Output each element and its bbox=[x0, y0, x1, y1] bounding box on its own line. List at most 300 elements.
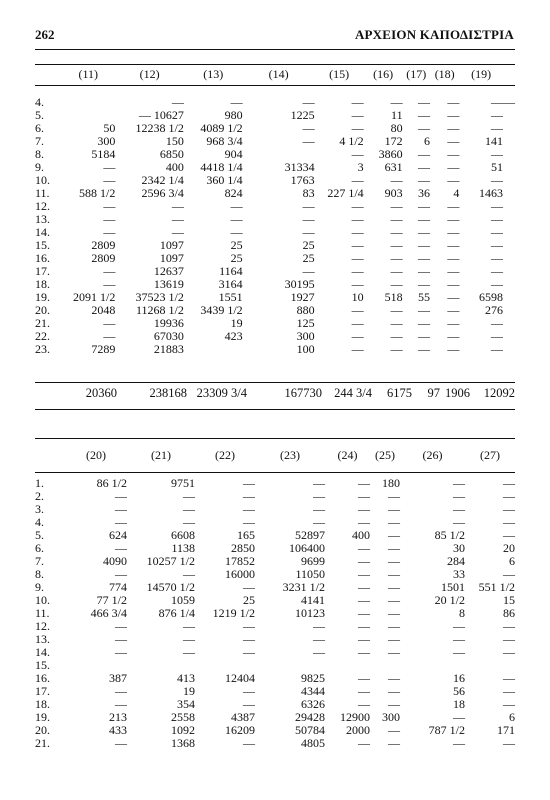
table-cell: — bbox=[302, 95, 315, 109]
table-cell: — bbox=[358, 502, 370, 516]
total-cell: 238168 bbox=[149, 386, 187, 400]
table-cell: — bbox=[388, 606, 400, 620]
total-cell: 20360 bbox=[85, 386, 117, 400]
table-cell: — bbox=[243, 632, 255, 646]
table-cell: — bbox=[388, 580, 400, 594]
table-cell: — bbox=[491, 329, 503, 343]
table-cell: — bbox=[418, 121, 431, 135]
table-cell: — bbox=[243, 502, 255, 516]
table-cell: — bbox=[453, 489, 465, 503]
table-row bbox=[35, 555, 515, 568]
table-cell: — bbox=[390, 264, 403, 278]
table-row bbox=[35, 607, 515, 620]
table-cell: 55 bbox=[418, 290, 431, 304]
table-cell: 16209 bbox=[225, 723, 255, 737]
table-cell: 4805 bbox=[301, 736, 325, 750]
row-label: 12. bbox=[35, 199, 50, 213]
column-header: (14) bbox=[268, 66, 289, 81]
table-cell: 80 bbox=[390, 121, 403, 135]
table-cell: — bbox=[491, 264, 503, 278]
table-cell: — bbox=[447, 173, 460, 187]
table-cell: — bbox=[115, 502, 127, 516]
table-cell: 1551 bbox=[218, 290, 243, 304]
table-cell: 31334 bbox=[284, 160, 315, 174]
table-cell: — bbox=[447, 238, 460, 252]
column-header: (17) bbox=[406, 66, 427, 81]
table-cell: 25 bbox=[230, 251, 243, 265]
table-cell: — bbox=[351, 277, 364, 291]
table-cell: — bbox=[388, 736, 400, 750]
table-cell: 10123 bbox=[295, 606, 325, 620]
table-cell: — bbox=[491, 225, 503, 239]
table-cell: 2558 bbox=[171, 710, 195, 724]
table-cell: — bbox=[390, 303, 403, 317]
table-cell: — bbox=[358, 736, 370, 750]
table-cell: — bbox=[447, 108, 460, 122]
table-cell: 30195 bbox=[284, 277, 315, 291]
table-cell: 4 bbox=[453, 186, 460, 200]
table-cell: — bbox=[243, 476, 255, 490]
table-cell: 25 bbox=[302, 238, 315, 252]
row-label: 3. bbox=[35, 502, 44, 516]
row-label: 5. bbox=[35, 108, 44, 122]
table-cell: 12404 bbox=[225, 671, 255, 685]
row-label: 14. bbox=[35, 225, 50, 239]
row-label: 15. bbox=[35, 658, 50, 672]
table-cell: 5184 bbox=[91, 147, 116, 161]
table-cell: 20 1/2 bbox=[434, 593, 465, 607]
column-header: (15) bbox=[329, 66, 350, 81]
table-cell: — bbox=[115, 619, 127, 633]
row-label: 23. bbox=[35, 342, 50, 356]
row-label: 12. bbox=[35, 619, 50, 633]
table-cell: — bbox=[491, 147, 503, 161]
table-row bbox=[35, 685, 515, 698]
table-cell: — bbox=[418, 264, 431, 278]
table-cell: — bbox=[447, 199, 460, 213]
table-cell: — bbox=[418, 238, 431, 252]
row-label: 11. bbox=[35, 606, 50, 620]
table-cell: — bbox=[243, 489, 255, 503]
table-cell: — bbox=[351, 329, 364, 343]
table-cell: 980 bbox=[224, 108, 243, 122]
table-cell: 25 bbox=[302, 251, 315, 265]
table-cell: — bbox=[390, 251, 403, 265]
table-cell: — bbox=[388, 567, 400, 581]
table-cell: 165 bbox=[237, 528, 255, 542]
table-cell: — bbox=[418, 251, 431, 265]
table-cell: — bbox=[230, 212, 243, 226]
table-cell: 1097 bbox=[159, 238, 184, 252]
table-cell: — bbox=[390, 199, 403, 213]
table-cell: — bbox=[171, 225, 184, 239]
table-cell: 4387 bbox=[231, 710, 255, 724]
column-header: (16) bbox=[373, 66, 394, 81]
table-row bbox=[35, 698, 515, 711]
table-cell: — bbox=[491, 316, 503, 330]
table-cell: 6 bbox=[509, 710, 515, 724]
table-cell: — bbox=[388, 645, 400, 659]
table-cell bbox=[184, 343, 243, 356]
table-cell: 19936 bbox=[153, 316, 184, 330]
table-cell: — bbox=[418, 199, 431, 213]
table-cell: 2596 3/4 bbox=[141, 186, 184, 200]
table-cell: — bbox=[453, 645, 465, 659]
table-cell: — bbox=[503, 736, 515, 750]
table-cell: — bbox=[243, 515, 255, 529]
table-cell: — bbox=[491, 277, 503, 291]
table-cell: 6598 bbox=[479, 290, 503, 304]
table-cell: — bbox=[183, 502, 195, 516]
table-cell: 85 1/2 bbox=[434, 528, 465, 542]
table-cell: 2342 1/4 bbox=[141, 173, 184, 187]
table-cell: — bbox=[358, 567, 370, 581]
totals-rule-top bbox=[35, 382, 515, 383]
row-label: 14. bbox=[35, 645, 50, 659]
page-number: 262 bbox=[35, 27, 55, 42]
table-cell: — bbox=[115, 541, 127, 555]
row-label: 6. bbox=[35, 541, 44, 555]
table-cell: 300 bbox=[382, 710, 400, 724]
table-cell: 1092 bbox=[171, 723, 195, 737]
table-cell: — bbox=[388, 619, 400, 633]
table-cell: 10257 1/2 bbox=[146, 554, 195, 568]
table-cell: — bbox=[447, 147, 460, 161]
table-cell: — bbox=[243, 645, 255, 659]
table-row bbox=[35, 620, 515, 633]
table-cell: — bbox=[447, 134, 460, 148]
table-cell: 29428 bbox=[295, 710, 325, 724]
column-header: (23) bbox=[280, 447, 300, 462]
spacer-row bbox=[35, 463, 515, 477]
row-label: 10. bbox=[35, 593, 50, 607]
row-label: 5. bbox=[35, 528, 44, 542]
table-cell: — bbox=[302, 264, 315, 278]
table-cell: 14570 1/2 bbox=[146, 580, 195, 594]
table-cell: — bbox=[390, 95, 403, 109]
table-cell: — bbox=[230, 225, 243, 239]
table-cell: 37523 1/2 bbox=[135, 290, 184, 304]
table-cell: 86 1/2 bbox=[96, 476, 127, 490]
column-header: (11) bbox=[78, 66, 99, 81]
table-cell: — bbox=[447, 225, 460, 239]
table-cell: — bbox=[447, 160, 460, 174]
table-cell: 8 bbox=[459, 606, 465, 620]
table-cell: 10 bbox=[351, 290, 364, 304]
row-label: 18. bbox=[35, 697, 50, 711]
table-cell: 25 bbox=[243, 593, 255, 607]
table-cell: 6608 bbox=[171, 528, 195, 542]
table-cell: 4 1/2 bbox=[339, 134, 364, 148]
table-cell: 100 bbox=[296, 342, 315, 356]
table-cell: 20 bbox=[503, 541, 515, 555]
row-label: 16. bbox=[35, 251, 50, 265]
table-cell: — bbox=[351, 238, 364, 252]
table-cell: 2809 bbox=[91, 238, 116, 252]
table-cell: 12900 bbox=[340, 710, 370, 724]
table-cell: 876 1/4 bbox=[158, 606, 195, 620]
row-label: 13. bbox=[35, 212, 50, 226]
table-cell: — bbox=[453, 476, 465, 490]
table-cell: — bbox=[358, 697, 370, 711]
row-label: 16. bbox=[35, 671, 50, 685]
table-cell: 25 bbox=[230, 238, 243, 252]
row-label: 17. bbox=[35, 264, 50, 278]
table-cell: — bbox=[358, 515, 370, 529]
table-cell: 19 bbox=[183, 684, 195, 698]
table-cell: 9699 bbox=[301, 554, 325, 568]
table-cell: — bbox=[358, 476, 370, 490]
table-cell: — bbox=[103, 212, 116, 226]
column-header: (18) bbox=[434, 66, 455, 81]
table-cell: — bbox=[243, 736, 255, 750]
table-cell: 12238 1/2 bbox=[135, 121, 184, 135]
table-cell: — bbox=[447, 342, 460, 356]
table-cell: — bbox=[115, 632, 127, 646]
table-cell: 433 bbox=[109, 723, 127, 737]
table-cell: — bbox=[358, 606, 370, 620]
table-cell: — bbox=[453, 619, 465, 633]
table-cell: 2809 bbox=[91, 251, 116, 265]
table-cell: 551 1/2 bbox=[478, 580, 515, 594]
table-cell: 67030 bbox=[153, 329, 184, 343]
table-cell: — bbox=[115, 736, 127, 750]
table-cell: — bbox=[351, 264, 364, 278]
table-cell: — bbox=[358, 684, 370, 698]
table-cell: 400 bbox=[352, 528, 370, 542]
table-cell: 3860 bbox=[378, 147, 403, 161]
table-cell: — bbox=[351, 121, 364, 135]
column-header bbox=[35, 66, 61, 82]
table-cell: 83 bbox=[302, 186, 315, 200]
table-cell: 11268 1/2 bbox=[135, 303, 184, 317]
table-cell: — bbox=[115, 645, 127, 659]
table-cell: — bbox=[447, 95, 460, 109]
table-cell: — bbox=[313, 619, 325, 633]
table-cell: 4090 bbox=[103, 554, 127, 568]
table-row bbox=[35, 96, 515, 109]
row-label: 21. bbox=[35, 736, 50, 750]
table-cell: — bbox=[351, 303, 364, 317]
column-header: (27) bbox=[480, 447, 500, 462]
table-cell: — bbox=[390, 212, 403, 226]
table-cell: — bbox=[453, 736, 465, 750]
table-cell: — bbox=[103, 225, 116, 239]
table-cell: — bbox=[388, 515, 400, 529]
table-cell: — bbox=[171, 212, 184, 226]
row-label: 22. bbox=[35, 329, 50, 343]
table-cell: — bbox=[183, 489, 195, 503]
table-cell: — bbox=[390, 173, 403, 187]
table-cell: — bbox=[491, 95, 503, 109]
table-cell: — bbox=[418, 95, 431, 109]
table-cell: 171 bbox=[497, 723, 515, 737]
row-label: 8. bbox=[35, 567, 44, 581]
table-row bbox=[35, 490, 515, 503]
table-cell: — bbox=[418, 316, 431, 330]
table-cell: 903 bbox=[384, 186, 403, 200]
column-header: (12) bbox=[139, 66, 160, 81]
table-cell: 387 bbox=[109, 671, 127, 685]
table-cell: 2850 bbox=[231, 541, 255, 555]
table-row bbox=[35, 646, 515, 659]
table-cell bbox=[61, 96, 115, 109]
row-label: 2. bbox=[35, 489, 44, 503]
table-cell: — bbox=[302, 134, 315, 148]
row-label: 8. bbox=[35, 147, 44, 161]
table-cell: 56 bbox=[453, 684, 465, 698]
table-cell: — bbox=[183, 645, 195, 659]
table-cell: — bbox=[491, 108, 503, 122]
table-cell: — bbox=[453, 710, 465, 724]
row-label: 6. bbox=[35, 121, 44, 135]
table-row bbox=[35, 633, 515, 646]
table-cell: 787 1/2 bbox=[428, 723, 465, 737]
table-cell: 21883 bbox=[153, 342, 184, 356]
table-cell: 880 bbox=[296, 303, 315, 317]
table-cell: 172 bbox=[384, 134, 403, 148]
table-cell: — bbox=[503, 515, 515, 529]
table-cell: — bbox=[491, 251, 503, 265]
totals-row bbox=[35, 387, 515, 400]
table-cell: — bbox=[351, 212, 364, 226]
table-cell: 180 bbox=[382, 476, 400, 490]
table-cell: 16000 bbox=[225, 567, 255, 581]
table-cell: 2000 bbox=[346, 723, 370, 737]
column-header: (20) bbox=[86, 447, 106, 462]
table-2 bbox=[35, 447, 515, 750]
table-cell: 423 bbox=[224, 329, 243, 343]
table-cell: — bbox=[491, 342, 503, 356]
table-cell: — bbox=[390, 316, 403, 330]
table-cell: — bbox=[358, 489, 370, 503]
table-cell: — bbox=[447, 121, 460, 135]
table-cell: — bbox=[491, 199, 503, 213]
table-cell: 77 1/2 bbox=[96, 593, 127, 607]
table-cell: — bbox=[351, 108, 364, 122]
table-cell: — bbox=[302, 121, 315, 135]
table-row bbox=[35, 529, 515, 542]
table-cell: 413 bbox=[177, 671, 195, 685]
table-cell: — bbox=[243, 619, 255, 633]
table-cell: — bbox=[313, 632, 325, 646]
column-header: (24) bbox=[337, 447, 358, 462]
table-cell: — bbox=[103, 316, 116, 330]
table-cell: 50784 bbox=[295, 723, 325, 737]
table-cell: — bbox=[351, 95, 364, 109]
table-cell: — bbox=[115, 697, 127, 711]
table-cell: 588 1/2 bbox=[78, 186, 116, 200]
table-cell: — bbox=[503, 697, 515, 711]
table-cell: — bbox=[390, 225, 403, 239]
table-cell: — bbox=[103, 329, 116, 343]
table-cell: — bbox=[447, 212, 460, 226]
table-cell: 1219 1/2 bbox=[212, 606, 255, 620]
table-row bbox=[35, 477, 515, 490]
table-cell: 1763 bbox=[290, 173, 315, 187]
table-cell: 1368 bbox=[171, 736, 195, 750]
table-cell: — bbox=[503, 684, 515, 698]
table-cell: — bbox=[447, 251, 460, 265]
table-cell: 6 bbox=[509, 554, 515, 568]
column-header: (26) bbox=[422, 447, 443, 462]
table-cell: — bbox=[358, 645, 370, 659]
table-cell: — bbox=[503, 567, 515, 581]
total-cell: 97 bbox=[427, 386, 440, 400]
row-label: 13. bbox=[35, 632, 50, 646]
table-row bbox=[35, 737, 515, 750]
total-cell: 6175 bbox=[387, 386, 412, 400]
table-cell: — bbox=[447, 290, 460, 304]
table-cell: — bbox=[491, 238, 503, 252]
table-cell: 9751 bbox=[171, 476, 195, 490]
table-cell: 3439 1/2 bbox=[200, 303, 243, 317]
table-cell: 52897 bbox=[295, 528, 325, 542]
table1-header-row bbox=[35, 66, 515, 82]
table-cell: — bbox=[503, 476, 515, 490]
table-cell: 300 bbox=[97, 134, 116, 148]
table-cell: 824 bbox=[224, 186, 243, 200]
table-cell: — bbox=[418, 160, 431, 174]
table-cell: 15 bbox=[503, 593, 515, 607]
table-cell: — bbox=[358, 671, 370, 685]
row-label: 9. bbox=[35, 580, 44, 594]
table-cell: 4344 bbox=[301, 684, 325, 698]
table-cell: — bbox=[453, 632, 465, 646]
table-cell: 19 bbox=[230, 316, 243, 330]
table-row bbox=[35, 724, 515, 737]
table-cell: — bbox=[115, 489, 127, 503]
table-cell: — bbox=[418, 342, 431, 356]
table-cell: — bbox=[230, 95, 243, 109]
table-cell: 150 bbox=[165, 134, 184, 148]
row-label: 4. bbox=[35, 95, 44, 109]
table-cell: — bbox=[447, 303, 460, 317]
row-label: 21. bbox=[35, 316, 50, 330]
table-row bbox=[35, 659, 515, 672]
table-cell: — bbox=[351, 225, 364, 239]
table-cell: — bbox=[351, 251, 364, 265]
table-cell: — bbox=[388, 593, 400, 607]
table-cell: — bbox=[491, 121, 503, 135]
table-cell: — bbox=[503, 619, 515, 633]
table-cell: — bbox=[390, 277, 403, 291]
table-cell: 2091 1/2 bbox=[72, 290, 116, 304]
row-label: 10. bbox=[35, 173, 50, 187]
table-cell: 227 1/4 bbox=[327, 186, 364, 200]
table-cell: 33 bbox=[453, 567, 465, 581]
column-header: (19) bbox=[471, 66, 492, 81]
table-cell: 6 bbox=[424, 134, 431, 148]
table-cell: 3164 bbox=[218, 277, 243, 291]
table-cell: 106400 bbox=[289, 541, 325, 555]
table-cell: — bbox=[313, 476, 325, 490]
row-label: 4. bbox=[35, 515, 44, 529]
table-cell: — bbox=[313, 645, 325, 659]
table-cell: — bbox=[351, 342, 364, 356]
table-cell: — bbox=[243, 684, 255, 698]
table-cell: — bbox=[503, 95, 515, 109]
table-cell: 1463 bbox=[479, 186, 503, 200]
table-cell: — bbox=[503, 489, 515, 503]
table-cell: 13619 bbox=[153, 277, 184, 291]
table-cell: — bbox=[388, 671, 400, 685]
table-cell: — bbox=[358, 580, 370, 594]
table-cell: — bbox=[358, 632, 370, 646]
table-cell: 518 bbox=[384, 290, 403, 304]
table-cell: 466 3/4 bbox=[90, 606, 127, 620]
column-header bbox=[35, 447, 65, 463]
